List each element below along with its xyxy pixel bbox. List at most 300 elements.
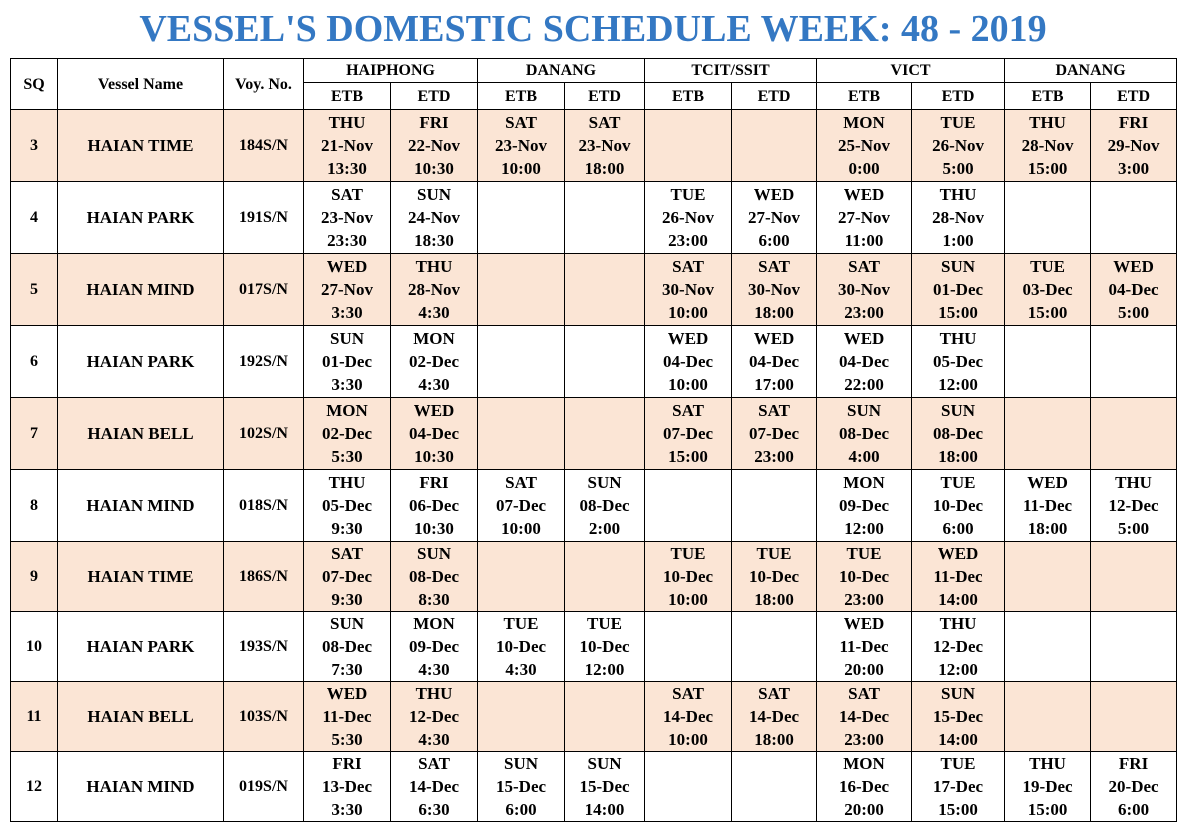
day-label: THU: [415, 684, 453, 703]
voyage-number-cell: 017S/N: [224, 254, 304, 326]
time-label: 4:30: [418, 375, 450, 394]
date-label: 21-Nov: [321, 136, 373, 155]
day-label: FRI: [332, 754, 362, 773]
header-etd: ETD: [1091, 83, 1177, 110]
date-label: 02-Dec: [321, 424, 373, 443]
schedule-cell: [304, 326, 391, 398]
date-label: 01-Dec: [933, 280, 984, 299]
date-label: 10-Dec: [839, 567, 890, 586]
time-label: 4:30: [418, 303, 450, 322]
date-label: 10-Dec: [579, 637, 630, 656]
day-label: SAT: [588, 113, 621, 132]
table-row: [11, 398, 1177, 470]
sq-cell: 3: [11, 110, 58, 182]
time-label: 10:00: [668, 730, 708, 749]
table-row: [11, 110, 1177, 182]
day-label: SUN: [847, 401, 882, 420]
date-label: 27-Nov: [748, 208, 800, 227]
date-label: 09-Dec: [408, 637, 460, 656]
day-label: SAT: [672, 401, 704, 420]
schedule-cell: [645, 254, 732, 326]
date-label: 09-Dec: [839, 496, 890, 515]
vessel-name-cell: HAIAN TIME: [58, 542, 224, 612]
sq-cell: 5: [11, 254, 58, 326]
date-label: 08-Dec: [408, 567, 460, 586]
vessel-name-cell: HAIAN MIND: [58, 254, 224, 326]
header-etd: ETD: [565, 83, 645, 110]
schedule-cell: [478, 326, 565, 398]
day-label: SUN: [504, 754, 539, 773]
time-label: 5:00: [942, 159, 974, 178]
table-row: [11, 752, 1177, 822]
schedule-cell: [912, 682, 1005, 752]
schedule-cell: [732, 254, 817, 326]
schedule-cell: [391, 682, 478, 752]
time-label: 18:00: [754, 730, 794, 749]
schedule-cell: [565, 398, 645, 470]
sq-cell: 11: [11, 682, 58, 752]
table-row: [11, 612, 1177, 682]
day-label: SUN: [587, 473, 622, 492]
time-label: 15:00: [668, 447, 708, 466]
schedule-cell: [732, 752, 817, 822]
date-label: 24-Nov: [408, 208, 460, 227]
schedule-cell: [565, 612, 645, 682]
time-label: 1:00: [942, 231, 974, 250]
day-label: TUE: [670, 544, 706, 563]
schedule-cell: [565, 254, 645, 326]
time-label: 9:30: [331, 519, 363, 538]
schedule-cell: [817, 254, 912, 326]
time-label: 10:30: [414, 159, 454, 178]
date-label: 30-Nov: [662, 280, 714, 299]
table-row: [11, 470, 1177, 542]
day-label: SAT: [848, 257, 880, 276]
day-label: SUN: [941, 257, 976, 276]
time-label: 10:30: [414, 447, 454, 466]
schedule-cell: [1091, 398, 1177, 470]
time-label: 6:00: [942, 519, 974, 538]
date-label: 23-Nov: [495, 136, 547, 155]
schedule-cell: [565, 542, 645, 612]
time-label: 5:00: [1117, 303, 1150, 322]
voyage-number-cell: 192S/N: [224, 326, 304, 398]
time-label: 23:30: [327, 231, 367, 250]
date-label: 02-Dec: [408, 352, 460, 371]
date-label: 08-Dec: [839, 424, 890, 443]
time-label: 7:30: [331, 660, 363, 679]
schedule-cell: [565, 470, 645, 542]
header-etb: ETB: [817, 83, 912, 110]
time-label: 15:00: [938, 800, 978, 819]
day-label: SUN: [329, 614, 364, 633]
schedule-cell: [817, 542, 912, 612]
table-row: [11, 182, 1177, 254]
time-label: 3:00: [1117, 159, 1150, 178]
date-label: 07-Dec: [749, 424, 800, 443]
header-etb: ETB: [1005, 83, 1091, 110]
schedule-cell: [304, 612, 391, 682]
schedule-table: [10, 58, 1177, 822]
day-label: TUE: [503, 614, 539, 633]
date-label: 11-Dec: [1023, 496, 1073, 515]
day-label: THU: [415, 257, 453, 276]
sq-cell: 6: [11, 326, 58, 398]
header-port-danang: DANANG: [478, 59, 645, 83]
time-label: 18:00: [754, 590, 794, 609]
date-label: 05-Dec: [321, 496, 373, 515]
header-port-haiphong: HAIPHONG: [304, 59, 478, 83]
day-label: WED: [843, 614, 885, 633]
schedule-cell: [1005, 326, 1091, 398]
date-label: 23-Nov: [321, 208, 373, 227]
date-label: 03-Dec: [1022, 280, 1073, 299]
day-label: WED: [326, 257, 368, 276]
time-label: 10:00: [668, 375, 708, 394]
date-label: 27-Nov: [321, 280, 373, 299]
vessel-name-cell: HAIAN PARK: [58, 326, 224, 398]
date-label: 11-Dec: [839, 637, 889, 656]
day-label: SUN: [417, 185, 452, 204]
time-label: 14:00: [938, 730, 978, 749]
date-label: 07-Dec: [496, 496, 547, 515]
schedule-cell: [1005, 470, 1091, 542]
header-etd: ETD: [912, 83, 1005, 110]
date-label: 01-Dec: [321, 352, 373, 371]
time-label: 3:30: [331, 303, 363, 322]
schedule-cell: [912, 182, 1005, 254]
day-label: SAT: [758, 257, 790, 276]
date-label: 28-Nov: [932, 208, 985, 227]
date-label: 25-Nov: [838, 136, 890, 155]
schedule-cell: [732, 542, 817, 612]
schedule-cell: [817, 612, 912, 682]
schedule-cell: [478, 110, 565, 182]
schedule-cell: [645, 182, 732, 254]
date-label: 10-Dec: [933, 496, 984, 515]
time-label: 23:00: [754, 447, 794, 466]
schedule-cell: [1091, 326, 1177, 398]
schedule-cell: [565, 682, 645, 752]
schedule-cell: [391, 110, 478, 182]
schedule-cell: [391, 326, 478, 398]
date-label: 26-Nov: [932, 136, 985, 155]
schedule-cell: [645, 612, 732, 682]
time-label: 9:30: [331, 590, 363, 609]
time-label: 23:00: [844, 730, 884, 749]
schedule-cell: [732, 110, 817, 182]
header-sq: SQ: [11, 59, 58, 110]
sq-cell: 9: [11, 542, 58, 612]
date-label: 15-Dec: [933, 707, 984, 726]
header-etd: ETD: [732, 83, 817, 110]
header-etb: ETB: [645, 83, 732, 110]
schedule-cell: [391, 752, 478, 822]
vessel-name-cell: HAIAN TIME: [58, 110, 224, 182]
date-label: 30-Nov: [838, 280, 890, 299]
time-label: 14:00: [938, 590, 978, 609]
schedule-cell: [391, 542, 478, 612]
day-label: THU: [939, 614, 977, 633]
date-label: 04-Dec: [408, 424, 460, 443]
day-label: TUE: [940, 754, 976, 773]
schedule-cell: [478, 752, 565, 822]
time-label: 18:00: [1027, 519, 1068, 538]
sq-cell: 4: [11, 182, 58, 254]
table-row: [11, 542, 1177, 612]
vessel-name-cell: HAIAN MIND: [58, 752, 224, 822]
time-label: 10:00: [668, 303, 708, 322]
time-label: 4:30: [418, 730, 450, 749]
day-label: MON: [843, 754, 885, 773]
day-label: TUE: [756, 544, 792, 563]
day-label: TUE: [670, 185, 706, 204]
day-label: TUE: [1030, 257, 1066, 276]
schedule-cell: [645, 326, 732, 398]
header-etb: ETB: [478, 83, 565, 110]
schedule-cell: [1091, 752, 1177, 822]
time-label: 15:00: [1027, 159, 1068, 178]
schedule-cell: [304, 398, 391, 470]
schedule-cell: [912, 110, 1005, 182]
time-label: 12:00: [844, 519, 884, 538]
schedule-cell: [391, 470, 478, 542]
day-label: SAT: [758, 684, 790, 703]
time-label: 6:00: [758, 231, 790, 250]
table-row: [11, 326, 1177, 398]
date-label: 27-Nov: [838, 208, 890, 227]
day-label: SUN: [417, 544, 452, 563]
date-label: 17-Dec: [933, 777, 984, 796]
date-label: 07-Dec: [321, 567, 373, 586]
day-label: THU: [1029, 754, 1066, 773]
voyage-number-cell: 102S/N: [224, 398, 304, 470]
time-label: 12:00: [938, 660, 978, 679]
time-label: 20:00: [844, 800, 884, 819]
voyage-number-cell: 193S/N: [224, 612, 304, 682]
day-label: SAT: [672, 684, 704, 703]
schedule-cell: [645, 752, 732, 822]
date-label: 14-Dec: [663, 707, 714, 726]
time-label: 12:00: [584, 660, 625, 679]
vessel-name-cell: HAIAN BELL: [58, 682, 224, 752]
schedule-cell: [645, 470, 732, 542]
table-body: [11, 110, 1177, 822]
voyage-number-cell: 184S/N: [224, 110, 304, 182]
schedule-cell: [1005, 612, 1091, 682]
schedule-cell: [912, 254, 1005, 326]
day-label: WED: [1027, 473, 1068, 492]
day-label: TUE: [846, 544, 882, 563]
day-label: SAT: [418, 754, 450, 773]
time-label: 4:00: [848, 447, 880, 466]
table-row: [11, 682, 1177, 752]
time-label: 15:00: [1027, 303, 1068, 322]
day-label: SUN: [587, 754, 622, 773]
schedule-cell: [1091, 182, 1177, 254]
day-label: SAT: [505, 473, 537, 492]
header-vessel-name: Vessel Name: [58, 59, 224, 110]
header-port-danang-2: DANANG: [1005, 59, 1177, 83]
table-row: [11, 254, 1177, 326]
day-label: MON: [843, 113, 885, 132]
date-label: 13-Dec: [321, 777, 373, 796]
day-label: THU: [939, 185, 977, 204]
date-label: 16-Dec: [839, 777, 890, 796]
time-label: 4:30: [505, 660, 537, 679]
voyage-number-cell: 019S/N: [224, 752, 304, 822]
day-label: TUE: [940, 113, 976, 132]
voyage-number-cell: 191S/N: [224, 182, 304, 254]
day-label: THU: [1029, 113, 1066, 132]
vessel-name-cell: HAIAN PARK: [58, 612, 224, 682]
day-label: WED: [843, 329, 885, 348]
sq-cell: 8: [11, 470, 58, 542]
day-label: THU: [328, 113, 366, 132]
day-label: WED: [843, 185, 885, 204]
voyage-number-cell: 103S/N: [224, 682, 304, 752]
header-port-tcit-ssit: TCIT/SSIT: [645, 59, 817, 83]
schedule-cell: [565, 182, 645, 254]
date-label: 11-Dec: [322, 707, 372, 726]
schedule-cell: [565, 752, 645, 822]
time-label: 17:00: [754, 375, 794, 394]
day-label: SAT: [848, 684, 880, 703]
schedule-cell: [478, 398, 565, 470]
schedule-cell: [1005, 182, 1091, 254]
time-label: 18:00: [754, 303, 794, 322]
schedule-cell: [1091, 470, 1177, 542]
schedule-cell: [1091, 682, 1177, 752]
day-label: MON: [413, 329, 455, 348]
schedule-cell: [391, 254, 478, 326]
time-label: 5:00: [1117, 519, 1150, 538]
day-label: FRI: [419, 473, 449, 492]
sq-cell: 7: [11, 398, 58, 470]
day-label: WED: [937, 544, 979, 563]
time-label: 3:30: [331, 375, 363, 394]
date-label: 04-Dec: [749, 352, 800, 371]
day-label: SUN: [941, 684, 976, 703]
schedule-cell: [732, 182, 817, 254]
schedule-cell: [645, 398, 732, 470]
date-label: 23-Nov: [578, 136, 631, 155]
schedule-cell: [1005, 752, 1091, 822]
day-label: SUN: [329, 329, 364, 348]
date-label: 10-Dec: [496, 637, 547, 656]
time-label: 3:30: [331, 800, 363, 819]
time-label: 10:00: [501, 159, 541, 178]
schedule-cell: [912, 542, 1005, 612]
schedule-cell: [478, 682, 565, 752]
sq-cell: 10: [11, 612, 58, 682]
date-label: 29-Nov: [1107, 136, 1160, 155]
date-label: 30-Nov: [748, 280, 800, 299]
schedule-cell: [1091, 110, 1177, 182]
schedule-cell: [912, 326, 1005, 398]
day-label: MON: [326, 401, 368, 420]
date-label: 14-Dec: [839, 707, 890, 726]
schedule-cell: [732, 326, 817, 398]
schedule-cell: [1091, 542, 1177, 612]
date-label: 04-Dec: [839, 352, 890, 371]
day-label: MON: [843, 473, 885, 492]
date-label: 04-Dec: [663, 352, 714, 371]
date-label: 26-Nov: [662, 208, 714, 227]
day-label: WED: [753, 185, 795, 204]
time-label: 18:00: [938, 447, 978, 466]
schedule-cell: [478, 470, 565, 542]
schedule-cell: [304, 682, 391, 752]
schedule-cell: [478, 542, 565, 612]
schedule-cell: [645, 542, 732, 612]
day-label: THU: [328, 473, 366, 492]
schedule-cell: [912, 470, 1005, 542]
header-voyage-number: Voy. No.: [224, 59, 304, 110]
date-label: 08-Dec: [321, 637, 373, 656]
date-label: 12-Dec: [933, 637, 984, 656]
header-port-vict: VICT: [817, 59, 1005, 83]
date-label: 19-Dec: [1022, 777, 1073, 796]
time-label: 11:00: [844, 231, 884, 250]
time-label: 10:00: [501, 519, 541, 538]
time-label: 23:00: [844, 590, 884, 609]
schedule-cell: [565, 110, 645, 182]
day-label: SAT: [672, 257, 704, 276]
date-label: 10-Dec: [749, 567, 800, 586]
date-label: 14-Dec: [408, 777, 460, 796]
time-label: 23:00: [668, 231, 708, 250]
day-label: WED: [326, 684, 368, 703]
date-label: 05-Dec: [933, 352, 984, 371]
schedule-cell: [391, 612, 478, 682]
date-label: 12-Dec: [408, 707, 460, 726]
date-label: 15-Dec: [579, 777, 630, 796]
day-label: MON: [413, 614, 455, 633]
schedule-cell: [817, 682, 912, 752]
schedule-cell: [817, 470, 912, 542]
time-label: 4:30: [418, 660, 450, 679]
schedule-cell: [1005, 542, 1091, 612]
date-label: 10-Dec: [663, 567, 714, 586]
schedule-cell: [478, 612, 565, 682]
day-label: WED: [1113, 257, 1154, 276]
time-label: 14:00: [584, 800, 625, 819]
schedule-cell: [304, 470, 391, 542]
sq-cell: 12: [11, 752, 58, 822]
time-label: 20:00: [844, 660, 884, 679]
schedule-cell: [732, 682, 817, 752]
day-label: SAT: [505, 113, 537, 132]
day-label: SAT: [331, 185, 363, 204]
date-label: 07-Dec: [663, 424, 714, 443]
schedule-cell: [732, 612, 817, 682]
schedule-cell: [1005, 398, 1091, 470]
time-label: 6:00: [1117, 800, 1150, 819]
date-label: 08-Dec: [579, 496, 630, 515]
schedule-cell: [645, 682, 732, 752]
schedule-cell: [1091, 254, 1177, 326]
schedule-cell: [1005, 254, 1091, 326]
time-label: 10:30: [414, 519, 454, 538]
date-label: 08-Dec: [933, 424, 984, 443]
time-label: 6:30: [418, 800, 450, 819]
day-label: FRI: [419, 113, 449, 132]
date-label: 14-Dec: [749, 707, 800, 726]
date-label: 22-Nov: [408, 136, 460, 155]
date-label: 28-Nov: [1021, 136, 1074, 155]
schedule-cell: [645, 110, 732, 182]
